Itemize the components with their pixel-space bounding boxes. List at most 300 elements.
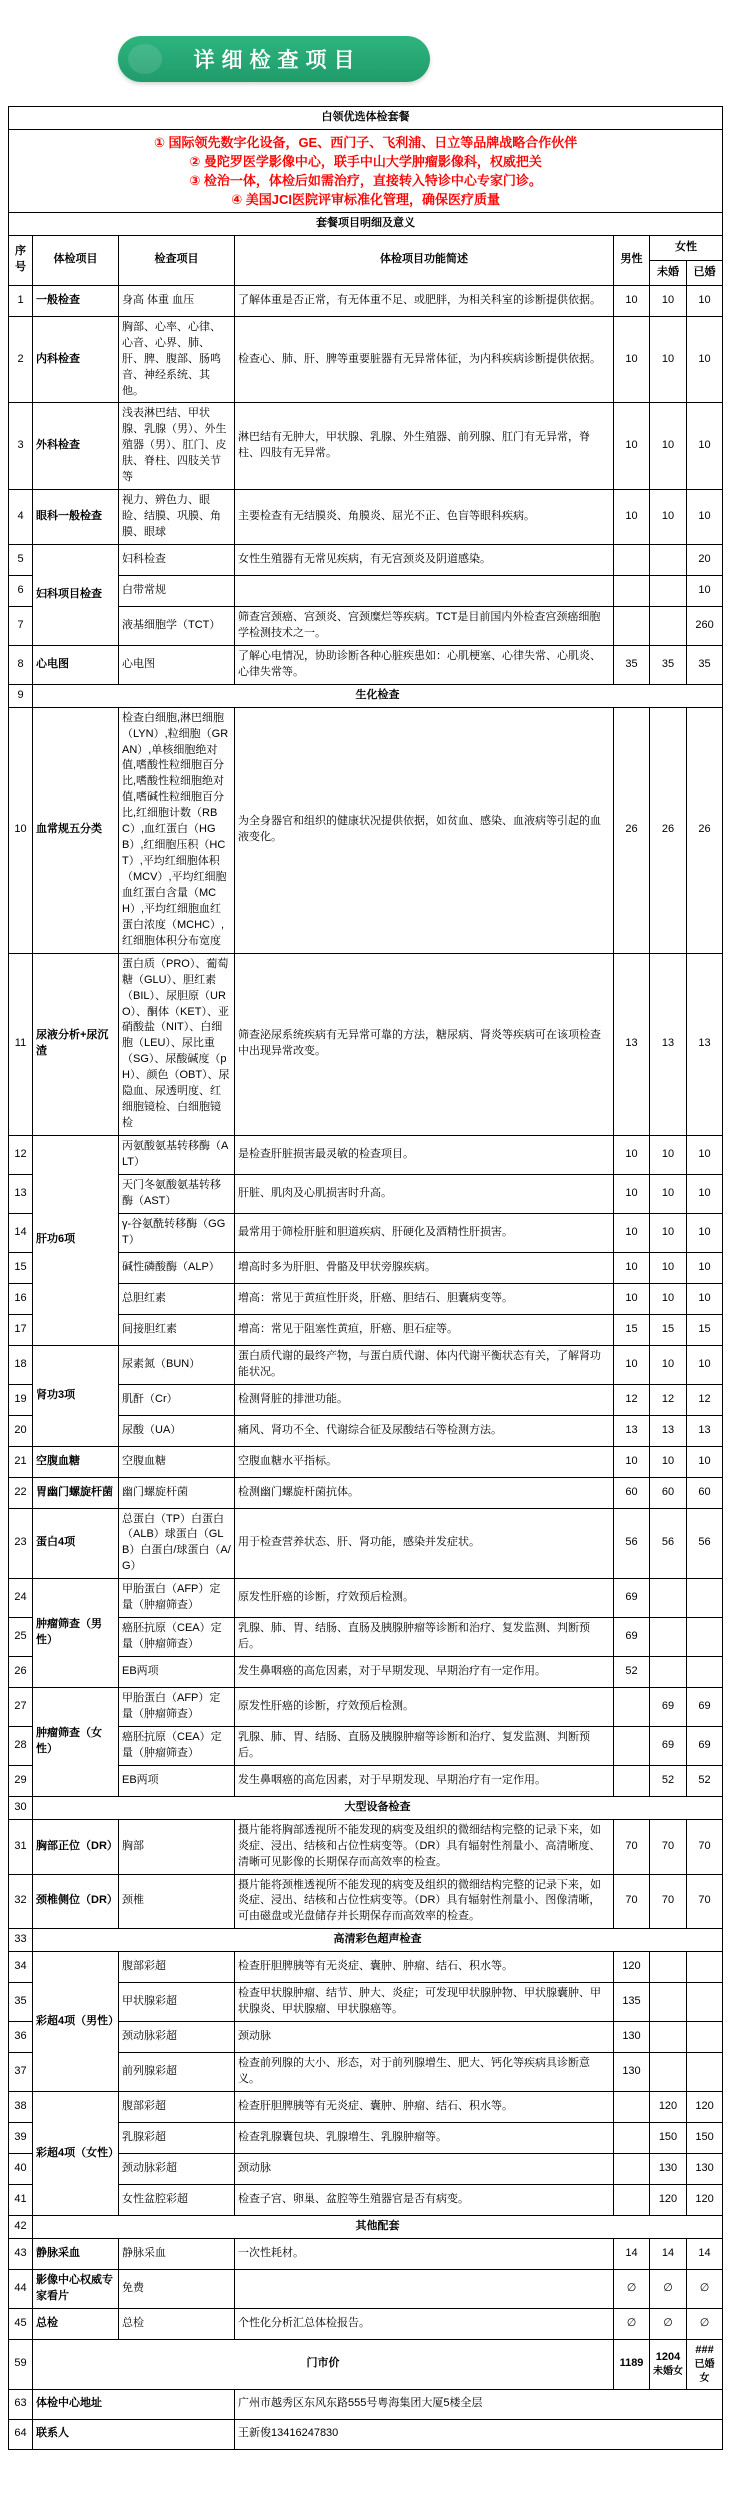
price-female-married: ∅ xyxy=(687,2308,723,2339)
row-number: 36 xyxy=(9,2022,33,2053)
notice-line: ② 曼陀罗医学影像中心，联手中山大学肿瘤影像科，权威把关 xyxy=(189,153,542,169)
price-female-unmarried: 10 xyxy=(650,403,687,490)
package-table xyxy=(8,106,723,2450)
price-female-married xyxy=(687,1983,723,2022)
exam-sub-item: EB两项 xyxy=(119,1657,235,1688)
price-female-married: 69 xyxy=(687,1726,723,1765)
header-female-married: 已婚 xyxy=(687,260,723,285)
price-male: 10 xyxy=(614,1283,650,1314)
header-exam: 检查项目 xyxy=(119,235,235,285)
price-male xyxy=(614,2185,650,2216)
price-female-unmarried: 26 xyxy=(650,707,687,953)
header-no: 序号 xyxy=(9,235,33,285)
exam-description: 摄片能将胸部透视所不能发现的病变及组织的微细结构完整的记录下来，如炎症、浸出、结核和占位性病变等。（DR）具有辐射性剂量小、高清晰度、清晰可见影像的长期保存而高效率的检查。 xyxy=(235,1819,614,1874)
exam-description: 检查肝胆脾胰等有无炎症、囊肿、肿瘤、结石、积水等。 xyxy=(235,2092,614,2123)
row-number: 17 xyxy=(9,1314,33,1345)
price-male xyxy=(614,1688,650,1727)
price-female-unmarried xyxy=(650,1579,687,1618)
row-number: 19 xyxy=(9,1384,33,1415)
price-female-married: 10 xyxy=(687,316,723,403)
table-row-32 xyxy=(9,1874,723,1929)
price-female-unmarried: 10 xyxy=(650,316,687,403)
package-table-body xyxy=(9,285,723,2449)
package-title: 白领优选体检套餐 xyxy=(9,107,723,130)
price-female-married: 69 xyxy=(687,1688,723,1727)
section-banner xyxy=(118,36,430,82)
price-male: 10 xyxy=(614,1345,650,1384)
table-row-42 xyxy=(9,2216,723,2239)
header-male: 男性 xyxy=(614,235,650,285)
price-female-unmarried xyxy=(650,1618,687,1657)
exam-sub-item: 空腹血糖 xyxy=(119,1446,235,1477)
price-female-unmarried xyxy=(650,1657,687,1688)
price-female-married: 120 xyxy=(687,2185,723,2216)
exam-sub-item: 胸部 xyxy=(119,1819,235,1874)
price-female-married: 13 xyxy=(687,953,723,1135)
table-row-1 xyxy=(9,285,723,316)
section-header-label: 大型设备检查 xyxy=(33,1796,723,1819)
exam-sub-item: 静脉采血 xyxy=(119,2238,235,2269)
exam-item-name: 胃幽门螺旋杆菌 xyxy=(33,1477,119,1508)
price-female-unmarried: 13 xyxy=(650,1415,687,1446)
exam-description: 主要检查有无结膜炎、角膜炎、屈光不正、色盲等眼科疾病。 xyxy=(235,490,614,545)
price-male: 10 xyxy=(614,1213,650,1252)
price-female-married xyxy=(687,2053,723,2092)
exam-description: 乳腺、肺、胃、结肠、直肠及胰腺肿瘤等诊断和治疗、复发监测、判断预后。 xyxy=(235,1618,614,1657)
table-row-27 xyxy=(9,1688,723,1727)
row-number: 38 xyxy=(9,2092,33,2123)
price-male: 10 xyxy=(614,403,650,490)
section-header-label: 生化检查 xyxy=(33,684,723,707)
exam-description: 肝脏、肌肉及心肌损害时升高。 xyxy=(235,1174,614,1213)
exam-description: 乳腺、肺、胃、结肠、直肠及胰腺肿瘤等诊断和治疗、复发监测、判断预后。 xyxy=(235,1726,614,1765)
price-male xyxy=(614,2092,650,2123)
exam-sub-item: 间接胆红素 xyxy=(119,1314,235,1345)
notice-line: ① 国际领先数字化设备，GE、西门子、飞利浦、日立等品牌战略合作伙伴 xyxy=(153,134,578,150)
price-male: 13 xyxy=(614,953,650,1135)
exam-item-name: 眼科一般检查 xyxy=(33,490,119,545)
row-number: 13 xyxy=(9,1174,33,1213)
price-female-unmarried xyxy=(650,575,687,606)
price-male: 135 xyxy=(614,1983,650,2022)
price-female-unmarried: 10 xyxy=(650,1345,687,1384)
row-number: 27 xyxy=(9,1688,33,1727)
price-male xyxy=(614,2123,650,2154)
exam-description: 颈动脉 xyxy=(235,2154,614,2185)
price-female-unmarried: ∅ xyxy=(650,2308,687,2339)
banner-title: 详细检查项目 xyxy=(193,49,362,72)
column-header-row xyxy=(9,235,723,260)
price-female-married: 120 xyxy=(687,2092,723,2123)
price-female-married: 70 xyxy=(687,1874,723,1929)
notice-line: ④ 美国JCI医院评审标准化管理，确保医疗质量 xyxy=(231,191,500,207)
info-label: 体检中心地址 xyxy=(33,2389,235,2419)
price-male: 120 xyxy=(614,1952,650,1983)
exam-sub-item: 前列腺彩超 xyxy=(119,2053,235,2092)
row-number: 26 xyxy=(9,1657,33,1688)
exam-sub-item: 身高 体重 血压 xyxy=(119,285,235,316)
price-female-unmarried xyxy=(650,1983,687,2022)
price-female-married: 10 xyxy=(687,1446,723,1477)
row-number: 37 xyxy=(9,2053,33,2092)
table-row-22 xyxy=(9,1477,723,1508)
price-female-married: 14 xyxy=(687,2238,723,2269)
exam-description: 个性化分析汇总体检报告。 xyxy=(235,2308,614,2339)
row-number: 1 xyxy=(9,285,33,316)
info-value: 广州市越秀区东风东路555号粤海集团大厦5楼全层 xyxy=(235,2389,723,2419)
table-row-44 xyxy=(9,2269,723,2308)
row-number: 43 xyxy=(9,2238,33,2269)
exam-item-name: 空腹血糖 xyxy=(33,1446,119,1477)
meaning-row xyxy=(9,212,723,235)
exam-sub-item: 总检 xyxy=(119,2308,235,2339)
exam-description: 检查心、肺、肝、脾等重要脏器有无异常体征，为内科疾病诊断提供依据。 xyxy=(235,316,614,403)
row-number: 40 xyxy=(9,2154,33,2185)
exam-description: 用于检查营养状态、肝、肾功能，感染并发症状。 xyxy=(235,1508,614,1579)
price-female-married: 56 xyxy=(687,1508,723,1579)
exam-sub-item: γ-谷氨酰转移酶（GGT） xyxy=(119,1213,235,1252)
exam-description: 发生鼻咽癌的高危因素，对于早期发现、早期治疗有一定作用。 xyxy=(235,1765,614,1796)
price-female-married: 13 xyxy=(687,1415,723,1446)
exam-sub-item: 颈椎 xyxy=(119,1874,235,1929)
exam-description: 原发性肝癌的诊断，疗效预后检测。 xyxy=(235,1579,614,1618)
exam-group-name: 肝功6项 xyxy=(33,1136,119,1346)
header-item: 体检项目 xyxy=(33,235,119,285)
price-female-unmarried: 12 xyxy=(650,1384,687,1415)
exam-item-name: 尿液分析+尿沉渣 xyxy=(33,953,119,1135)
row-number: 23 xyxy=(9,1508,33,1579)
row-number: 28 xyxy=(9,1726,33,1765)
price-female-unmarried xyxy=(650,2053,687,2092)
exam-description: 增高：常见于阻塞性黄疸，肝癌、胆石症等。 xyxy=(235,1314,614,1345)
exam-description: 一次性耗材。 xyxy=(235,2238,614,2269)
price-male: 10 xyxy=(614,1136,650,1175)
row-number: 31 xyxy=(9,1819,33,1874)
price-male: ∅ xyxy=(614,2308,650,2339)
retail-price-sublabel: 已婚女 xyxy=(694,2358,715,2384)
table-row-63 xyxy=(9,2389,723,2419)
price-female-unmarried: 130 xyxy=(650,2154,687,2185)
row-number: 10 xyxy=(9,707,33,953)
row-number: 44 xyxy=(9,2269,33,2308)
exam-description xyxy=(235,575,614,606)
table-row-21 xyxy=(9,1446,723,1477)
table-row-24 xyxy=(9,1579,723,1618)
price-female-married xyxy=(687,2022,723,2053)
row-number: 41 xyxy=(9,2185,33,2216)
price-male: 35 xyxy=(614,645,650,684)
price-female-married xyxy=(687,1952,723,1983)
exam-sub-item: 总胆红素 xyxy=(119,1283,235,1314)
exam-description: 淋巴结有无肿大，甲状腺、乳腺、外生殖器、前列腺、肛门有无异常，脊柱、四肢有无异常。 xyxy=(235,403,614,490)
section-header-label: 其他配套 xyxy=(33,2216,723,2239)
exam-description: 检查子宫、卵巢、盆腔等生殖器官是否有病变。 xyxy=(235,2185,614,2216)
exam-description: 原发性肝癌的诊断，疗效预后检测。 xyxy=(235,1688,614,1727)
retail-price-value: ### xyxy=(695,2343,714,2356)
exam-sub-item: 尿酸（UA） xyxy=(119,1415,235,1446)
exam-sub-item: 免费 xyxy=(119,2269,235,2308)
exam-description: 为全身器官和组织的健康状况提供依据，如贫血、感染、血液病等引起的血液变化。 xyxy=(235,707,614,953)
notice-line: ③ 检治一体，体检后如需治疗，直接转入特诊中心专家门诊。 xyxy=(189,172,542,188)
price-female-unmarried: 10 xyxy=(650,1213,687,1252)
row-number: 16 xyxy=(9,1283,33,1314)
exam-group-name: 彩超4项（男性） xyxy=(33,1952,119,2092)
row-number: 42 xyxy=(9,2216,33,2239)
exam-sub-item: 天门冬氨酸氨基转移酶（AST） xyxy=(119,1174,235,1213)
price-male xyxy=(614,1726,650,1765)
row-number: 35 xyxy=(9,1983,33,2022)
header-female-unmarried: 未婚 xyxy=(650,260,687,285)
exam-sub-item: 碱性磷酸酶（ALP） xyxy=(119,1252,235,1283)
price-female-unmarried: 56 xyxy=(650,1508,687,1579)
price-female-unmarried: 10 xyxy=(650,1136,687,1175)
header-desc: 体检项目功能简述 xyxy=(235,235,614,285)
exam-item-name: 心电图 xyxy=(33,645,119,684)
price-female-unmarried: 13 xyxy=(650,953,687,1135)
exam-description: 检测幽门螺旋杆菌抗体。 xyxy=(235,1477,614,1508)
table-row-59 xyxy=(9,2339,723,2389)
row-number: 14 xyxy=(9,1213,33,1252)
row-number: 45 xyxy=(9,2308,33,2339)
exam-description: 摄片能将颈椎透视所不能发现的病变及组织的微细结构完整的记录下来，如炎症、浸出、结核和占位性病变等。（DR）具有辐射性剂量小、图像清晰，可由磁盘或光盘储存并长期保存而高效率的检查。 xyxy=(235,1874,614,1929)
exam-description: 蛋白质代谢的最终产物，与蛋白质代谢、体内代谢平衡状态有关，了解肾功能状况。 xyxy=(235,1345,614,1384)
price-female-unmarried: 10 xyxy=(650,1283,687,1314)
exam-description: 最常用于筛检肝脏和胆道疾病、肝硬化及酒精性肝损害。 xyxy=(235,1213,614,1252)
price-female-married: 260 xyxy=(687,606,723,645)
price-male xyxy=(614,2154,650,2185)
price-female-unmarried: 70 xyxy=(650,1819,687,1874)
row-number: 24 xyxy=(9,1579,33,1618)
retail-price-female-unmarried xyxy=(650,2339,687,2389)
price-male: 10 xyxy=(614,285,650,316)
price-female-married: 10 xyxy=(687,1136,723,1175)
table-row-43 xyxy=(9,2238,723,2269)
exam-sub-item: 视力、辨色力、眼睑、结膜、巩膜、角膜、眼球 xyxy=(119,490,235,545)
price-female-unmarried: 10 xyxy=(650,1446,687,1477)
price-male: 14 xyxy=(614,2238,650,2269)
price-female-unmarried: 10 xyxy=(650,285,687,316)
price-female-unmarried: 35 xyxy=(650,645,687,684)
exam-item-name: 影像中心权威专家看片 xyxy=(33,2269,119,2308)
price-female-married: ∅ xyxy=(687,2269,723,2308)
row-number: 39 xyxy=(9,2123,33,2154)
exam-item-name: 血常规五分类 xyxy=(33,707,119,953)
price-male: 70 xyxy=(614,1819,650,1874)
row-number: 11 xyxy=(9,953,33,1135)
exam-item-name: 蛋白4项 xyxy=(33,1508,119,1579)
price-male: 130 xyxy=(614,2022,650,2053)
table-row-4 xyxy=(9,490,723,545)
exam-item-name: 总检 xyxy=(33,2308,119,2339)
price-female-married: 26 xyxy=(687,707,723,953)
price-female-unmarried: 69 xyxy=(650,1688,687,1727)
price-female-unmarried: 10 xyxy=(650,490,687,545)
exam-sub-item: 甲状腺彩超 xyxy=(119,1983,235,2022)
section-header-label: 高清彩色超声检查 xyxy=(33,1929,723,1952)
exam-description: 发生鼻咽癌的高危因素，对于早期发现、早期治疗有一定作用。 xyxy=(235,1657,614,1688)
exam-description: 检测肾脏的排泄功能。 xyxy=(235,1384,614,1415)
exam-group-name: 肿瘤筛查（男性） xyxy=(33,1579,119,1688)
price-male: 10 xyxy=(614,490,650,545)
price-female-unmarried: 120 xyxy=(650,2092,687,2123)
table-row-10 xyxy=(9,707,723,953)
section-title: 套餐项目明细及意义 xyxy=(9,212,723,235)
row-number: 20 xyxy=(9,1415,33,1446)
price-female-married: 10 xyxy=(687,1252,723,1283)
row-number: 2 xyxy=(9,316,33,403)
price-male: ∅ xyxy=(614,2269,650,2308)
table-row-30 xyxy=(9,1796,723,1819)
row-number: 64 xyxy=(9,2419,33,2449)
price-female-married: 130 xyxy=(687,2154,723,2185)
price-male: 69 xyxy=(614,1618,650,1657)
exam-sub-item: 颈动脉彩超 xyxy=(119,2022,235,2053)
price-female-married: 10 xyxy=(687,403,723,490)
price-male: 13 xyxy=(614,1415,650,1446)
exam-sub-item: 癌胚抗原（CEA）定量（肿瘤筛查） xyxy=(119,1618,235,1657)
notice-block xyxy=(9,129,723,212)
exam-sub-item: 蛋白质（PRO）、葡萄糖（GLU）、胆红素（BIL）、尿胆原（URO）、酮体（KET）、亚硝酸盐（NIT）、白细胞（LEU）、尿比重（SG）、尿酸碱度（pH）、颜色（OBT）、尿隐血、尿透明度、红细胞镜检、白细胞镜检 xyxy=(119,953,235,1135)
price-female-married: 10 xyxy=(687,490,723,545)
exam-description: 检查乳腺囊包块、乳腺增生、乳腺肿瘤等。 xyxy=(235,2123,614,2154)
exam-description: 检查肝胆脾胰等有无炎症、囊肿、肿瘤、结石、积水等。 xyxy=(235,1952,614,1983)
table-row-12 xyxy=(9,1136,723,1175)
price-female-married: 10 xyxy=(687,285,723,316)
exam-sub-item: 颈动脉彩超 xyxy=(119,2154,235,2185)
exam-sub-item: 白带常规 xyxy=(119,575,235,606)
exam-sub-item: 尿素氮（BUN） xyxy=(119,1345,235,1384)
retail-price-female-married xyxy=(687,2339,723,2389)
exam-sub-item: 甲胎蛋白（AFP）定量（肿瘤筛查） xyxy=(119,1688,235,1727)
price-male: 10 xyxy=(614,316,650,403)
exam-sub-item: 妇科检查 xyxy=(119,544,235,575)
price-female-married: 52 xyxy=(687,1765,723,1796)
exam-item-name: 一般检查 xyxy=(33,285,119,316)
exam-sub-item: 幽门螺旋杆菌 xyxy=(119,1477,235,1508)
row-number: 7 xyxy=(9,606,33,645)
price-male: 10 xyxy=(614,1174,650,1213)
header-female: 女性 xyxy=(650,235,723,260)
row-number: 18 xyxy=(9,1345,33,1384)
price-female-unmarried xyxy=(650,1952,687,1983)
price-female-married: 20 xyxy=(687,544,723,575)
price-female-married: 12 xyxy=(687,1384,723,1415)
exam-item-name: 外科检查 xyxy=(33,403,119,490)
price-female-married xyxy=(687,1657,723,1688)
table-row-34 xyxy=(9,1952,723,1983)
exam-description: 增高时多为肝胆、骨骼及甲状旁腺疾病。 xyxy=(235,1252,614,1283)
notice-row xyxy=(9,129,723,212)
price-female-married: 15 xyxy=(687,1314,723,1345)
package-title-row xyxy=(9,107,723,130)
info-value: 王新俊13416247830 xyxy=(235,2419,723,2449)
table-row-18 xyxy=(9,1345,723,1384)
price-male: 15 xyxy=(614,1314,650,1345)
price-female-married: 10 xyxy=(687,1213,723,1252)
exam-sub-item: 液基细胞学（TCT） xyxy=(119,606,235,645)
table-row-9 xyxy=(9,684,723,707)
price-female-married xyxy=(687,1579,723,1618)
price-male xyxy=(614,575,650,606)
exam-description: 颈动脉 xyxy=(235,2022,614,2053)
exam-item-name: 静脉采血 xyxy=(33,2238,119,2269)
exam-description: 检查前列腺的大小、形态，对于前列腺增生、肥大、钙化等疾病具诊断意义。 xyxy=(235,2053,614,2092)
price-female-married: 35 xyxy=(687,645,723,684)
exam-sub-item: 胸部、心率、心律、心音、心界、肺、肝、脾、腹部、肠鸣音、神经系统、其他。 xyxy=(119,316,235,403)
price-male: 26 xyxy=(614,707,650,953)
price-female-unmarried: 60 xyxy=(650,1477,687,1508)
row-number: 29 xyxy=(9,1765,33,1796)
exam-sub-item: 肌酐（Cr） xyxy=(119,1384,235,1415)
row-number: 21 xyxy=(9,1446,33,1477)
table-row-5 xyxy=(9,544,723,575)
exam-item-name: 颈椎侧位（DR） xyxy=(33,1874,119,1929)
price-female-unmarried: 14 xyxy=(650,2238,687,2269)
price-male: 60 xyxy=(614,1477,650,1508)
table-row-3 xyxy=(9,403,723,490)
exam-description: 增高：常见于黄疸性肝炎，肝癌、胆结石、胆囊病变等。 xyxy=(235,1283,614,1314)
exam-description: 痛风、肾功不全、代谢综合征及尿酸结石等检测方法。 xyxy=(235,1415,614,1446)
price-male xyxy=(614,544,650,575)
exam-description: 空腹血糖水平指标。 xyxy=(235,1446,614,1477)
row-number: 32 xyxy=(9,1874,33,1929)
table-row-45 xyxy=(9,2308,723,2339)
price-female-unmarried: 52 xyxy=(650,1765,687,1796)
exam-sub-item: 女性盆腔彩超 xyxy=(119,2185,235,2216)
exam-sub-item: 甲胎蛋白（AFP）定量（肿瘤筛查） xyxy=(119,1579,235,1618)
price-male: 130 xyxy=(614,2053,650,2092)
price-male: 70 xyxy=(614,1874,650,1929)
exam-sub-item: 浅表淋巴结、甲状腺、乳腺（男）、外生殖器（男）、肛门、皮肤、脊柱、四肢关节等 xyxy=(119,403,235,490)
price-female-unmarried: 150 xyxy=(650,2123,687,2154)
table-row-23 xyxy=(9,1508,723,1579)
price-female-married: 10 xyxy=(687,575,723,606)
table-row-64 xyxy=(9,2419,723,2449)
price-female-unmarried: 10 xyxy=(650,1252,687,1283)
row-number: 25 xyxy=(9,1618,33,1657)
exam-sub-item: 乳腺彩超 xyxy=(119,2123,235,2154)
exam-description: 筛查泌尿系统疾病有无异常可靠的方法，糖尿病、肾炎等疾病可在该项检查中出现异常改变。 xyxy=(235,953,614,1135)
price-female-unmarried: 15 xyxy=(650,1314,687,1345)
price-female-unmarried: 70 xyxy=(650,1874,687,1929)
exam-sub-item: 腹部彩超 xyxy=(119,2092,235,2123)
price-female-unmarried xyxy=(650,544,687,575)
price-female-unmarried: 10 xyxy=(650,1174,687,1213)
price-male: 69 xyxy=(614,1579,650,1618)
row-number: 9 xyxy=(9,684,33,707)
row-number: 6 xyxy=(9,575,33,606)
price-female-married: 70 xyxy=(687,1819,723,1874)
table-row-38 xyxy=(9,2092,723,2123)
price-female-unmarried xyxy=(650,2022,687,2053)
table-row-8 xyxy=(9,645,723,684)
price-female-married: 150 xyxy=(687,2123,723,2154)
exam-group-name: 肾功3项 xyxy=(33,1345,119,1446)
price-female-married: 10 xyxy=(687,1283,723,1314)
exam-description: 女性生殖器有无常见疾病，有无宫颈炎及阴道感染。 xyxy=(235,544,614,575)
exam-sub-item: 癌胚抗原（CEA）定量（肿瘤筛查） xyxy=(119,1726,235,1765)
price-male xyxy=(614,606,650,645)
banner-wrap xyxy=(0,0,730,106)
exam-item-name: 胸部正位（DR） xyxy=(33,1819,119,1874)
row-number: 59 xyxy=(9,2339,33,2389)
price-male xyxy=(614,1765,650,1796)
exam-sub-item: 总蛋白（TP）白蛋白（ALB）球蛋白（GLB）白蛋白/球蛋白（A/G） xyxy=(119,1508,235,1579)
table-row-11 xyxy=(9,953,723,1135)
table-row-2 xyxy=(9,316,723,403)
exam-group-name: 妇科项目检查 xyxy=(33,544,119,645)
retail-price-sublabel: 未婚女 xyxy=(653,2365,683,2377)
